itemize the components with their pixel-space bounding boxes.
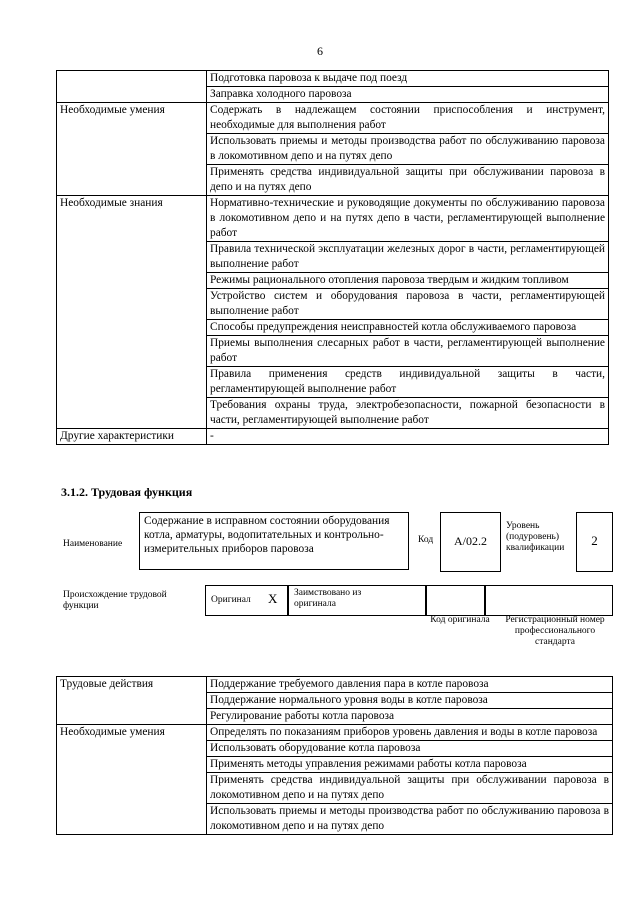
row-label: Трудовые действия xyxy=(57,677,207,725)
section-title: 3.1.2. Трудовая функция xyxy=(61,485,193,499)
code-value: А/02.2 xyxy=(440,512,501,572)
borrowed-cell xyxy=(287,585,427,616)
list-item: Применять средства индивидуальной защиты при обслуживании паровоза в локомотивном депо и на путях депо xyxy=(207,773,613,804)
table-row xyxy=(57,196,609,242)
list-item: Устройство систем и оборудования паровоза в части, регламентирующей выполнение работ xyxy=(207,289,609,320)
table-row xyxy=(57,677,613,693)
row-label: Необходимые умения xyxy=(57,725,207,835)
code-original-caption: Код оригинала xyxy=(430,615,490,625)
list-item: Определять по показаниям приборов уровень давления и воды в котле паровоза xyxy=(207,725,613,741)
requirements-table-2 xyxy=(56,676,613,835)
function-name-value: Содержание в исправном состоянии оборудования котла, арматуры, водопитательных и контрольно-измерительных приборов паровоза xyxy=(139,512,409,570)
list-item: Режимы рационального отопления паровоза твердым и жидким топливом xyxy=(207,273,609,289)
list-item: Использовать приемы и методы производства работ по обслуживанию паровоза в локомотивном депо и на путях депо xyxy=(207,134,609,165)
code-label: Код xyxy=(418,535,434,545)
list-item: Правила технической эксплуатации железных дорог в части, регламентирующей выполнение работ xyxy=(207,242,609,273)
row-label xyxy=(57,71,207,103)
row-label: Необходимые умения xyxy=(57,103,207,196)
list-item: Способы предупреждения неисправностей котла обслуживаемого паровоза xyxy=(207,320,609,336)
list-item: Требования охраны труда, электробезопасности, пожарной безопасности в части, регламентирующей выполнение работ xyxy=(207,398,609,429)
list-item: Применять средства индивидуальной защиты при обслуживании паровоза в депо и на путях депо xyxy=(207,165,609,196)
list-item: Поддержание требуемого давления пара в котле паровоза xyxy=(207,677,613,693)
list-item: Регулирование работы котла паровоза xyxy=(207,709,613,725)
table-row xyxy=(57,429,609,445)
row-label: Необходимые знания xyxy=(57,196,207,429)
list-item: - xyxy=(207,429,609,445)
page-number: 6 xyxy=(317,44,323,58)
list-item: Поддержание нормального уровня воды в котле паровоза xyxy=(207,693,613,709)
list-item: Подготовка паровоза к выдаче под поезд xyxy=(207,71,609,87)
borrowed-label: Заимствовано из оригинала xyxy=(294,588,362,609)
table-row xyxy=(57,725,613,741)
original-cell xyxy=(205,585,289,616)
original-code-cell xyxy=(425,585,486,616)
level-label: Уровень (подуровень) квалификации xyxy=(506,521,565,553)
list-item: Нормативно-технические и руководящие документы по обслуживанию паровоза в локомотивном депо и на путях депо в части, регламентирующей выполнение работ xyxy=(207,196,609,242)
list-item: Применять методы управления режимами работы котла паровоза xyxy=(207,757,613,773)
registration-number-caption: Регистрационный номер профессионального стандарта xyxy=(505,615,605,647)
list-item: Приемы выполнения слесарных работ в части, регламентирующей выполнение работ xyxy=(207,336,609,367)
list-item: Использовать приемы и методы производства работ по обслуживанию паровоза в локомотивном депо и на путях депо xyxy=(207,804,613,835)
list-item: Содержать в надлежащем состоянии приспособления и инструмент, необходимые для выполнения работ xyxy=(207,103,609,134)
origin-label: Происхождение трудовой функции xyxy=(63,590,167,611)
row-label: Другие характеристики xyxy=(57,429,207,445)
list-item: Заправка холодного паровоза xyxy=(207,87,609,103)
requirements-table-1 xyxy=(56,70,609,445)
list-item: Использовать оборудование котла паровоза xyxy=(207,741,613,757)
original-mark: Х xyxy=(268,591,278,606)
registration-number-cell xyxy=(484,585,613,616)
table-row xyxy=(57,71,609,87)
name-label: Наименование xyxy=(63,539,123,549)
level-value: 2 xyxy=(576,512,613,572)
list-item: Правила применения средств индивидуальной защиты в части, регламентирующей выполнение работ xyxy=(207,367,609,398)
original-label: Оригинал xyxy=(211,595,251,605)
table-row xyxy=(57,103,609,134)
